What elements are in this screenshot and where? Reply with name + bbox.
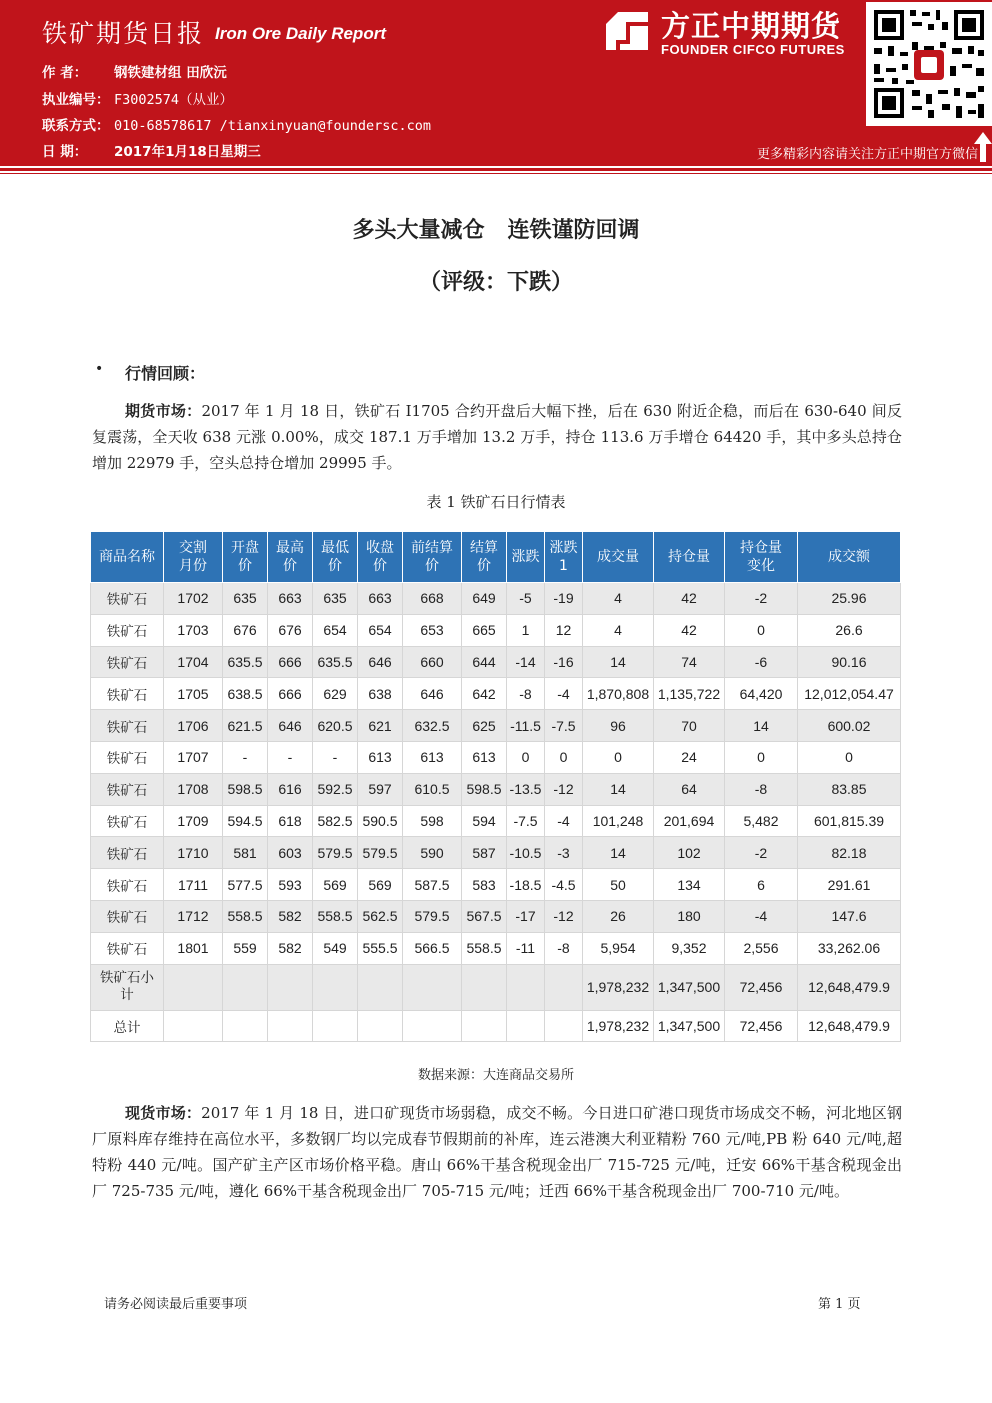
brand-name-cn: 方正中期期货 <box>661 9 842 43</box>
table-cell: 180 <box>654 900 725 932</box>
founder-logo-icon <box>604 10 650 52</box>
date-label: 日 期： <box>42 144 88 160</box>
table-cell: 5,482 <box>725 805 798 837</box>
table-cell: -2 <box>725 837 798 869</box>
table-cell: 1,347,500 <box>654 1010 725 1042</box>
table-cell: 70 <box>654 710 725 742</box>
row-label: 铁矿石 <box>91 900 164 932</box>
table-cell: 625 <box>462 710 507 742</box>
table-cell: 579.5 <box>358 837 403 869</box>
report-header <box>0 0 992 166</box>
table-cell: 649 <box>462 583 507 615</box>
report-title-en: Iron Ore Daily Report <box>215 24 386 43</box>
table-cell: 663 <box>358 583 403 615</box>
table-cell: 644 <box>462 646 507 678</box>
table-cell: 665 <box>462 614 507 646</box>
license-line <box>42 88 233 108</box>
table-cell: 660 <box>403 646 462 678</box>
row-label: 铁矿石 <box>91 583 164 615</box>
table-cell: 1 <box>507 614 545 646</box>
table-caption: 表 1 铁矿石日行情表 <box>426 493 566 511</box>
table-cell: -4 <box>545 805 583 837</box>
table-cell <box>545 1010 583 1042</box>
table-cell: 558.5 <box>462 932 507 964</box>
table-cell: -14 <box>507 646 545 678</box>
table-cell: 1706 <box>164 710 223 742</box>
spot-market-text: 2017 年 1 月 18 日，进口矿现货市场弱稳，成交不畅。今日进口矿港口现货市场成交不畅，河北地区钢厂原料库存维持在高位水平，多数钢厂均以完成春节假期前的补库，连云港澳大利亚精粉 760 元/吨,PB 粉 640 元/吨,超特粉 440 元/吨。国产矿主产区市场价格平稳。唐山 66%干基含税现金出厂 715-725 元/吨，迁安 66%干基含税现金出厂 725-735 元/吨，遵化 66%干基含税现金出厂 705-715 元/吨；迁西 66%干基含税现金出厂 700-710 元/吨。 <box>92 1104 902 1200</box>
table-cell: 1,135,722 <box>654 678 725 710</box>
table-cell <box>403 964 462 1010</box>
license-value: F3002574（从业） <box>114 92 234 108</box>
date-value: 2017年1月18日星期三 <box>114 144 261 160</box>
table-cell: 597 <box>358 773 403 805</box>
table-cell: 1709 <box>164 805 223 837</box>
table-cell: 587 <box>462 837 507 869</box>
row-label: 总计 <box>91 1010 164 1042</box>
table-cell: 635.5 <box>223 646 268 678</box>
table-cell <box>507 1010 545 1042</box>
table-cell: - <box>268 741 313 773</box>
table-cell: 668 <box>403 583 462 615</box>
table-cell: 201,694 <box>654 805 725 837</box>
table-cell: 558.5 <box>223 900 268 932</box>
table-cell: 4 <box>583 583 654 615</box>
table-cell: -4 <box>545 678 583 710</box>
table-cell: -7.5 <box>545 710 583 742</box>
table-cell: 134 <box>654 869 725 901</box>
table-cell: 24 <box>654 741 725 773</box>
table-cell: 569 <box>313 869 358 901</box>
table-cell: 555.5 <box>358 932 403 964</box>
column-header: 结算 价 <box>462 532 507 583</box>
table-cell: 613 <box>358 741 403 773</box>
table-row <box>91 932 901 964</box>
row-label: 铁矿石 <box>91 932 164 964</box>
table-cell: 33,262.06 <box>798 932 901 964</box>
table-row <box>91 900 901 932</box>
table-cell: 82.18 <box>798 837 901 869</box>
futures-market-paragraph <box>92 398 902 476</box>
footer-notice: 请务必阅读最后重要事项 <box>104 1297 248 1312</box>
table-cell: 598.5 <box>223 773 268 805</box>
table-cell: 72,456 <box>725 964 798 1010</box>
table-cell: 1,978,232 <box>583 964 654 1010</box>
column-header: 涨跌 1 <box>545 532 583 583</box>
table-cell: -12 <box>545 773 583 805</box>
license-label: 执业编号： <box>42 92 110 108</box>
table-cell: - <box>313 741 358 773</box>
table-cell: -7.5 <box>507 805 545 837</box>
row-label: 铁矿石 <box>91 646 164 678</box>
contact-label: 联系方式： <box>42 118 110 134</box>
column-header: 成交量 <box>583 532 654 583</box>
table-cell: 1707 <box>164 741 223 773</box>
table-cell: 577.5 <box>223 869 268 901</box>
table-cell: 1,978,232 <box>583 1010 654 1042</box>
table-cell: 582 <box>268 932 313 964</box>
report-headline: 多头大量减仓 连铁谨防回调 <box>352 218 640 243</box>
table-cell: 64,420 <box>725 678 798 710</box>
table-cell: -13.5 <box>507 773 545 805</box>
row-label: 铁矿石 <box>91 710 164 742</box>
table-cell: 0 <box>725 741 798 773</box>
table-cell <box>268 1010 313 1042</box>
table-row <box>91 710 901 742</box>
column-header: 开盘 价 <box>223 532 268 583</box>
table-cell: -11.5 <box>507 710 545 742</box>
table-cell: 1710 <box>164 837 223 869</box>
table-cell: 594.5 <box>223 805 268 837</box>
table-cell: 569 <box>358 869 403 901</box>
table-cell: 579.5 <box>313 837 358 869</box>
table-cell: 642 <box>462 678 507 710</box>
table-cell: 1,870,808 <box>583 678 654 710</box>
table-cell: 600.02 <box>798 710 901 742</box>
table-cell: 654 <box>358 614 403 646</box>
wechat-qr-code-icon[interactable] <box>866 2 992 126</box>
table-cell: 1704 <box>164 646 223 678</box>
table-cell: 566.5 <box>403 932 462 964</box>
table-cell: 601,815.39 <box>798 805 901 837</box>
spot-market-paragraph <box>92 1100 902 1204</box>
table-cell: -6 <box>725 646 798 678</box>
table-header-row <box>91 532 901 583</box>
table-cell: 621 <box>358 710 403 742</box>
section-heading-market-review: 行情回顾： <box>125 364 206 383</box>
table-cell: 646 <box>358 646 403 678</box>
column-header: 成交额 <box>798 532 901 583</box>
row-label: 铁矿石 <box>91 869 164 901</box>
table-cell: 1712 <box>164 900 223 932</box>
table-cell: 616 <box>268 773 313 805</box>
author-value: 钢铁建材组 田欣沅 <box>114 65 227 81</box>
futures-market-text: 2017 年 1 月 18 日，铁矿石 I1705 合约开盘后大幅下挫，后在 630 附近企稳，而后在 630-640 间反复震荡，全天收 638 元涨 0.00%，成交 187.1 万手增加 13.2 万手，持仓 113.6 万手增仓 64420 手，其中多头总持仓增加 22979 手，空头总持仓增加 29995 手。 <box>92 402 902 472</box>
table-cell: 101,248 <box>583 805 654 837</box>
table-cell <box>313 964 358 1010</box>
column-header: 最高 价 <box>268 532 313 583</box>
table-cell: 4 <box>583 614 654 646</box>
table-cell: 0 <box>507 741 545 773</box>
table-cell: 0 <box>545 741 583 773</box>
table-cell: 629 <box>313 678 358 710</box>
table-cell: 581 <box>223 837 268 869</box>
row-label: 铁矿石 <box>91 614 164 646</box>
table-cell <box>164 1010 223 1042</box>
report-title-cn: 铁矿期货日报 <box>42 19 205 48</box>
table-cell: 26 <box>583 900 654 932</box>
table-cell: 90.16 <box>798 646 901 678</box>
table-cell <box>223 1010 268 1042</box>
table-cell: - <box>223 741 268 773</box>
table-cell: 0 <box>583 741 654 773</box>
rating-label: （评级：下跌） <box>418 270 573 295</box>
header-divider-thin <box>0 173 992 174</box>
table-cell: -16 <box>545 646 583 678</box>
table-cell: 50 <box>583 869 654 901</box>
table-cell: 14 <box>583 646 654 678</box>
table-cell: 594 <box>462 805 507 837</box>
table-cell: 14 <box>725 710 798 742</box>
row-label: 铁矿石小 计 <box>91 964 164 1010</box>
table-cell: 102 <box>654 837 725 869</box>
table-cell: 646 <box>403 678 462 710</box>
table-row <box>91 805 901 837</box>
table-cell <box>545 964 583 1010</box>
table-cell: 12,012,054.47 <box>798 678 901 710</box>
table-cell: -5 <box>507 583 545 615</box>
futures-market-label: 期货市场： <box>125 402 202 420</box>
subtotal-row <box>91 964 901 1010</box>
row-label: 铁矿石 <box>91 805 164 837</box>
table-cell: -17 <box>507 900 545 932</box>
table-cell: -10.5 <box>507 837 545 869</box>
table-row <box>91 678 901 710</box>
column-header: 最低 价 <box>313 532 358 583</box>
total-row <box>91 1010 901 1042</box>
table-cell: 638.5 <box>223 678 268 710</box>
table-cell: 562.5 <box>358 900 403 932</box>
table-cell: -18.5 <box>507 869 545 901</box>
table-cell <box>358 1010 403 1042</box>
author-label: 作 者： <box>42 65 88 81</box>
table-cell: 64 <box>654 773 725 805</box>
table-cell: 14 <box>583 773 654 805</box>
table-cell: 1,347,500 <box>654 964 725 1010</box>
table-cell <box>223 964 268 1010</box>
iron-ore-daily-quote-table <box>90 531 901 1042</box>
table-cell: -12 <box>545 900 583 932</box>
table-cell: 1711 <box>164 869 223 901</box>
table-cell: -4.5 <box>545 869 583 901</box>
table-cell: 14 <box>583 837 654 869</box>
table-cell <box>462 1010 507 1042</box>
table-cell: 0 <box>798 741 901 773</box>
table-cell <box>358 964 403 1010</box>
table-cell: 567.5 <box>462 900 507 932</box>
table-cell: -2 <box>725 583 798 615</box>
table-row <box>91 869 901 901</box>
date-line <box>42 140 261 160</box>
table-cell: 582 <box>268 900 313 932</box>
table-cell: 74 <box>654 646 725 678</box>
table-cell: 26.6 <box>798 614 901 646</box>
table-cell: 613 <box>462 741 507 773</box>
table-cell: 5,954 <box>583 932 654 964</box>
table-cell: 638 <box>358 678 403 710</box>
table-cell: 590 <box>403 837 462 869</box>
row-label: 铁矿石 <box>91 773 164 805</box>
table-cell <box>164 964 223 1010</box>
column-header: 涨跌 <box>507 532 545 583</box>
table-cell: 583 <box>462 869 507 901</box>
table-cell: 147.6 <box>798 900 901 932</box>
table-cell: 12,648,479.9 <box>798 1010 901 1042</box>
author-line <box>42 61 227 81</box>
table-cell: 12 <box>545 614 583 646</box>
table-cell: 42 <box>654 614 725 646</box>
column-header: 收盘 价 <box>358 532 403 583</box>
column-header: 持仓量 <box>654 532 725 583</box>
table-cell: -8 <box>725 773 798 805</box>
table-row <box>91 837 901 869</box>
table-cell: 587.5 <box>403 869 462 901</box>
table-cell: 1801 <box>164 932 223 964</box>
table-cell: 2,556 <box>725 932 798 964</box>
data-source-note: 数据来源：大连商品交易所 <box>417 1068 574 1083</box>
table-cell: 549 <box>313 932 358 964</box>
row-label: 铁矿石 <box>91 741 164 773</box>
table-cell: 635 <box>223 583 268 615</box>
table-row <box>91 773 901 805</box>
table-cell: 676 <box>223 614 268 646</box>
contact-value[interactable]: 010-68578617 /tianxinyuan@foundersc.com <box>114 118 431 134</box>
table-cell: -3 <box>545 837 583 869</box>
table-cell: 83.85 <box>798 773 901 805</box>
table-cell: 666 <box>268 678 313 710</box>
table-cell: -11 <box>507 932 545 964</box>
table-cell: -19 <box>545 583 583 615</box>
table-cell: 635 <box>313 583 358 615</box>
column-header: 持仓量 变化 <box>725 532 798 583</box>
table-cell: 25.96 <box>798 583 901 615</box>
table-row <box>91 646 901 678</box>
table-cell: 646 <box>268 710 313 742</box>
table-cell: 620.5 <box>313 710 358 742</box>
table-cell <box>403 1010 462 1042</box>
table-cell: 1705 <box>164 678 223 710</box>
table-cell: 635.5 <box>313 646 358 678</box>
column-header: 商品名称 <box>91 532 164 583</box>
table-cell: 632.5 <box>403 710 462 742</box>
table-cell: 579.5 <box>403 900 462 932</box>
table-cell: 12,648,479.9 <box>798 964 901 1010</box>
follow-wechat-text: 更多精彩内容请关注方正中期官方微信 <box>756 147 978 162</box>
table-cell: 6 <box>725 869 798 901</box>
page-number: 第 1 页 <box>818 1297 861 1312</box>
column-header: 交割 月份 <box>164 532 223 583</box>
bullet-icon: • <box>95 361 104 377</box>
table-row <box>91 614 901 646</box>
contact-line <box>42 114 431 134</box>
table-cell: 559 <box>223 932 268 964</box>
arrow-up-icon <box>974 132 992 162</box>
table-row <box>91 741 901 773</box>
table-cell: 654 <box>313 614 358 646</box>
table-cell: 621.5 <box>223 710 268 742</box>
table-cell: 72,456 <box>725 1010 798 1042</box>
table-cell: 676 <box>268 614 313 646</box>
table-row <box>91 583 901 615</box>
table-cell: 598.5 <box>462 773 507 805</box>
table-cell: 603 <box>268 837 313 869</box>
table-cell: 592.5 <box>313 773 358 805</box>
table-cell: 653 <box>403 614 462 646</box>
table-cell: 0 <box>725 614 798 646</box>
table-cell <box>313 1010 358 1042</box>
spot-market-label: 现货市场： <box>125 1104 202 1122</box>
table-cell: 610.5 <box>403 773 462 805</box>
table-cell: 663 <box>268 583 313 615</box>
table-cell: -8 <box>507 678 545 710</box>
row-label: 铁矿石 <box>91 837 164 869</box>
table-cell: 590.5 <box>358 805 403 837</box>
brand-name-en: FOUNDER CIFCO FUTURES <box>661 42 845 57</box>
table-cell: 42 <box>654 583 725 615</box>
table-cell: 613 <box>403 741 462 773</box>
table-cell: 666 <box>268 646 313 678</box>
table-cell <box>507 964 545 1010</box>
table-cell: 96 <box>583 710 654 742</box>
row-label: 铁矿石 <box>91 678 164 710</box>
table-cell: 618 <box>268 805 313 837</box>
table-cell: 593 <box>268 869 313 901</box>
table-cell: 1708 <box>164 773 223 805</box>
table-cell: 9,352 <box>654 932 725 964</box>
header-divider <box>0 168 992 171</box>
column-header: 前结算 价 <box>403 532 462 583</box>
table-cell: 1703 <box>164 614 223 646</box>
table-cell <box>268 964 313 1010</box>
table-cell: 598 <box>403 805 462 837</box>
table-cell: -8 <box>545 932 583 964</box>
table-cell: 291.61 <box>798 869 901 901</box>
table-cell: -4 <box>725 900 798 932</box>
table-cell: 558.5 <box>313 900 358 932</box>
table-cell: 582.5 <box>313 805 358 837</box>
table-cell: 1702 <box>164 583 223 615</box>
table-cell <box>462 964 507 1010</box>
